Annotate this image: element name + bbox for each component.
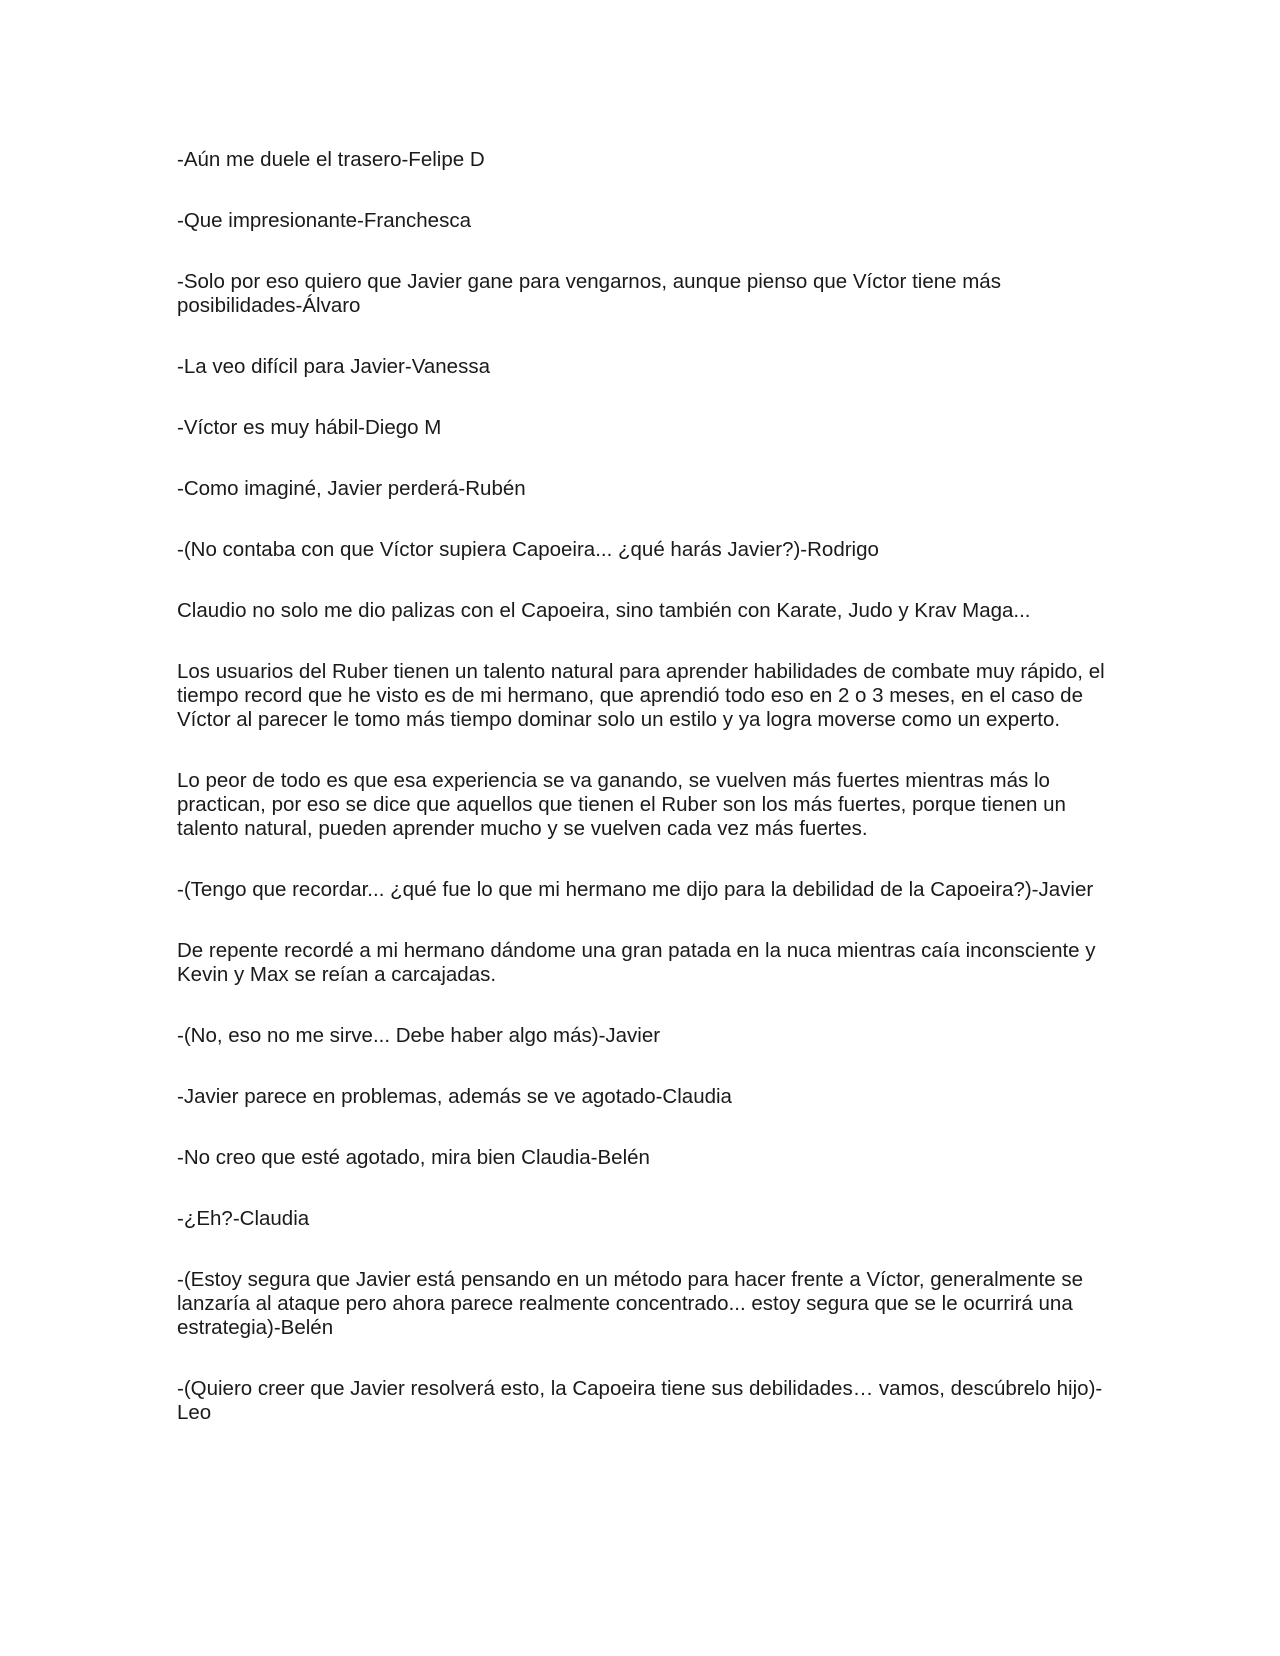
paragraph: -(Estoy segura que Javier está pensando en un método para hacer frente a Víctor, generalmente se lanzaría al ataque pero ahora parece realmente concentrado... estoy segura que se le ocurrirá una estrategia)-Belén (177, 1268, 1083, 1339)
paragraph: -(No contaba con que Víctor supiera Capoeira... ¿qué harás Javier?)-Rodrigo (177, 538, 879, 561)
paragraph: Claudio no solo me dio palizas con el Capoeira, sino también con Karate, Judo y Krav Maga... (177, 599, 1031, 622)
paragraph: -La veo difícil para Javier-Vanessa (177, 355, 490, 378)
document-body (177, 148, 1107, 1462)
paragraph: -Javier parece en problemas, además se ve agotado-Claudia (177, 1085, 732, 1108)
paragraph: Los usuarios del Ruber tienen un talento natural para aprender habilidades de combate muy rápido, el tiempo record que he visto es de mi hermano, que aprendió todo eso en 2 o 3 meses, en el caso de Víctor al parecer le tomo más tiempo dominar solo un estilo y ya logra moverse como un experto. (177, 660, 1105, 731)
paragraph: -(No, eso no me sirve... Debe haber algo más)-Javier (177, 1024, 661, 1047)
paragraph: -(Quiero creer que Javier resolverá esto, la Capoeira tiene sus debilidades… vamos, descúbrelo hijo)-Leo (177, 1377, 1103, 1424)
paragraph: -No creo que esté agotado, mira bien Claudia-Belén (177, 1146, 650, 1169)
paragraph: -Solo por eso quiero que Javier gane para vengarnos, aunque pienso que Víctor tiene más posibilidades-Álvaro (177, 270, 1001, 317)
paragraph: -Como imaginé, Javier perderá-Rubén (177, 477, 526, 500)
paragraph: -Aún me duele el trasero-Felipe D (177, 148, 485, 171)
paragraph: -Víctor es muy hábil-Diego M (177, 416, 442, 439)
paragraph: -Que impresionante-Franchesca (177, 209, 471, 232)
paragraph: -(Tengo que recordar... ¿qué fue lo que mi hermano me dijo para la debilidad de la Capoeira?)-Javier (177, 878, 1094, 901)
paragraph: -¿Eh?-Claudia (177, 1207, 310, 1230)
paragraph: Lo peor de todo es que esa experiencia se va ganando, se vuelven más fuertes mientras más lo practican, por eso se dice que aquellos que tienen el Ruber son los más fuertes, porque tienen un talento natural, pueden aprender mucho y se vuelven cada vez más fuertes. (177, 769, 1066, 840)
paragraph: De repente recordé a mi hermano dándome una gran patada en la nuca mientras caía inconsciente y Kevin y Max se reían a carcajadas. (177, 939, 1096, 986)
